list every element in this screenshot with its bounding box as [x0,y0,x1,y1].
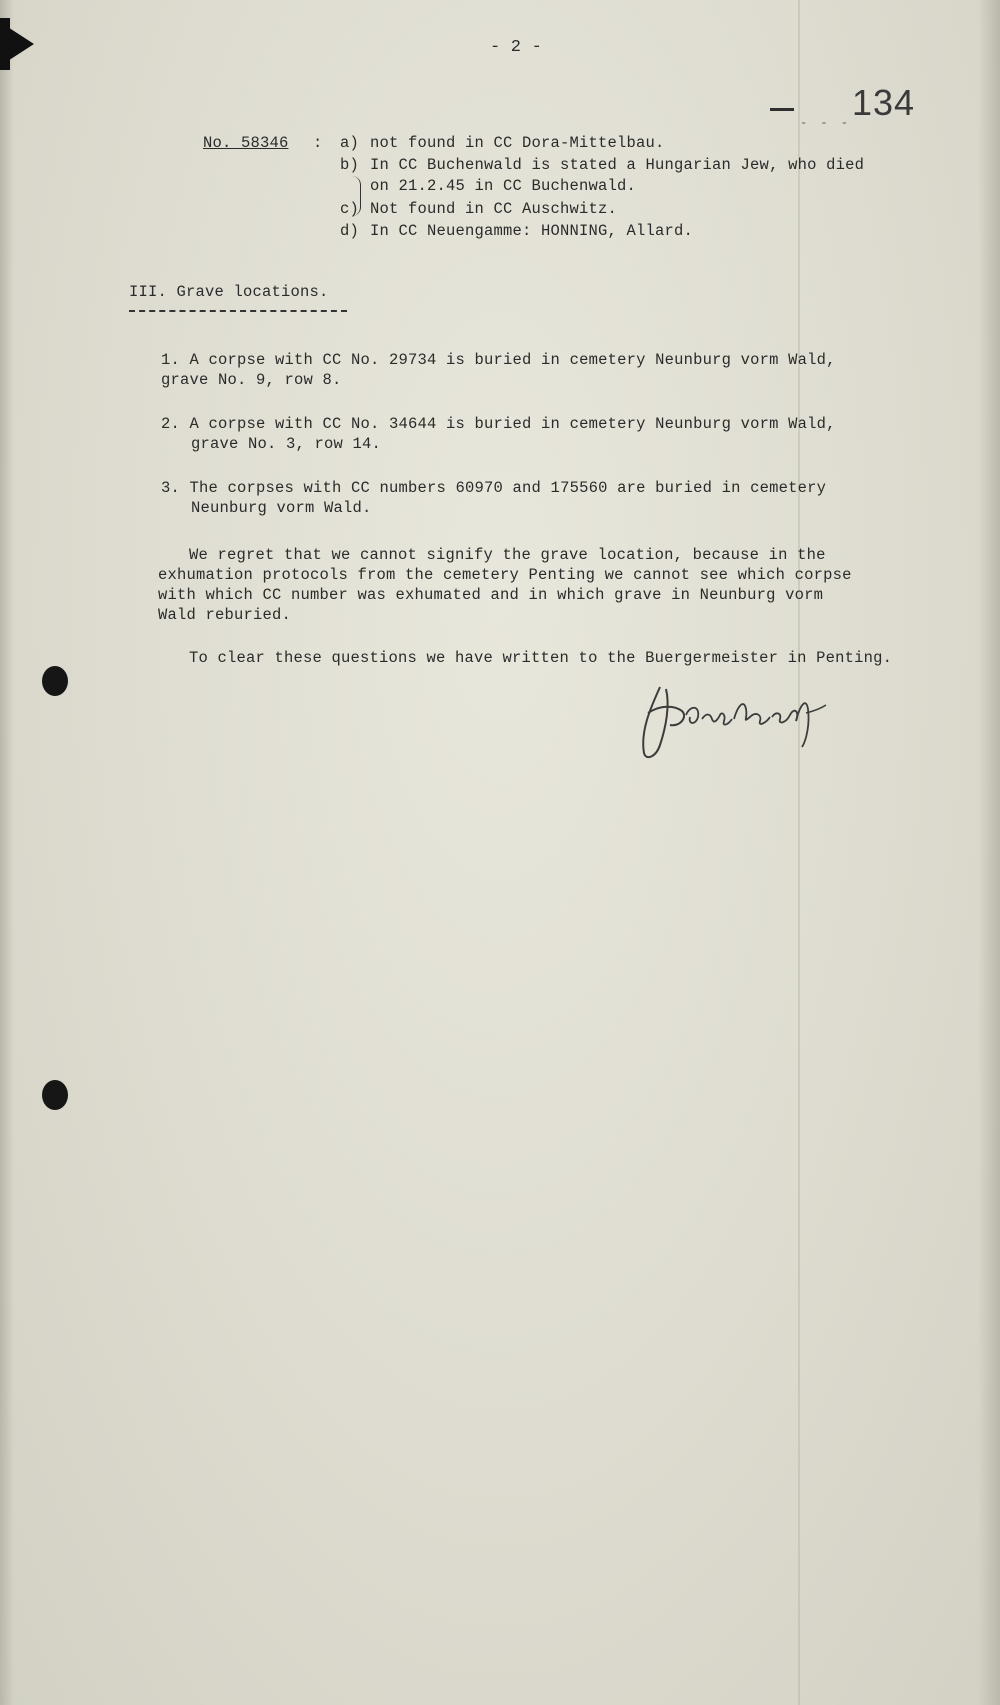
corner-arrow-mark [0,22,34,66]
paper-fold-line [798,0,800,1705]
entry-2-line2: grave No. 3, row 14. [191,435,382,453]
closing-paragraph: To clear these questions we have written to the Buergermeister in Penting. [189,649,893,667]
paper-right-edge [978,0,1000,1705]
reference-separator: : [313,134,323,152]
body-paragraph-line2: exhumation protocols from the cemetery Penting we cannot see which corpse [158,566,852,584]
page-number: - 2 - [490,38,543,57]
folio-number: 134 [852,82,916,123]
folio-ticks: - - - [800,116,852,130]
entry-1-line1: 1. A corpse with CC No. 29734 is buried in cemetery Neunburg vorm Wald, [161,351,836,369]
handwritten-signature [630,675,850,765]
paper-left-edge [0,0,14,1705]
item-d-letter: d) [340,222,360,240]
entry-2-line1: 2. A corpse with CC No. 34644 is buried in cemetery Neunburg vorm Wald, [161,415,836,433]
item-a-text: not found in CC Dora-Mittelbau. [370,134,665,152]
punch-hole-upper [42,666,68,696]
folio-dash [770,108,794,111]
item-b-letter: b) [340,156,360,174]
item-b-text-line2: on 21.2.45 in CC Buchenwald. [370,177,637,195]
item-c-text: Not found in CC Auschwitz. [370,200,618,218]
body-paragraph-line1: We regret that we cannot signify the grave location, because in the [189,546,826,564]
entry-3-line2: Neunburg vorm Wald. [191,499,372,517]
section-underline [129,310,347,312]
reference-number: No. 58346 [203,134,289,152]
body-paragraph-line4: Wald reburied. [158,606,292,624]
entry-1-line2: grave No. 9, row 8. [161,371,342,389]
entry-3-line1: 3. The corpses with CC numbers 60970 and 175560 are buried in cemetery [161,479,827,497]
item-b-text-line1: In CC Buchenwald is stated a Hungarian Jew, who died [370,156,865,174]
item-d-text: In CC Neuengamme: HONNING, Allard. [370,222,694,240]
body-paragraph-line3: with which CC number was exhumated and in which grave in Neunburg vorm [158,586,824,604]
item-c-letter: c) [340,200,360,218]
item-a-letter: a) [340,134,360,152]
punch-hole-lower [42,1080,68,1110]
section-heading: III. Grave locations. [129,283,329,301]
